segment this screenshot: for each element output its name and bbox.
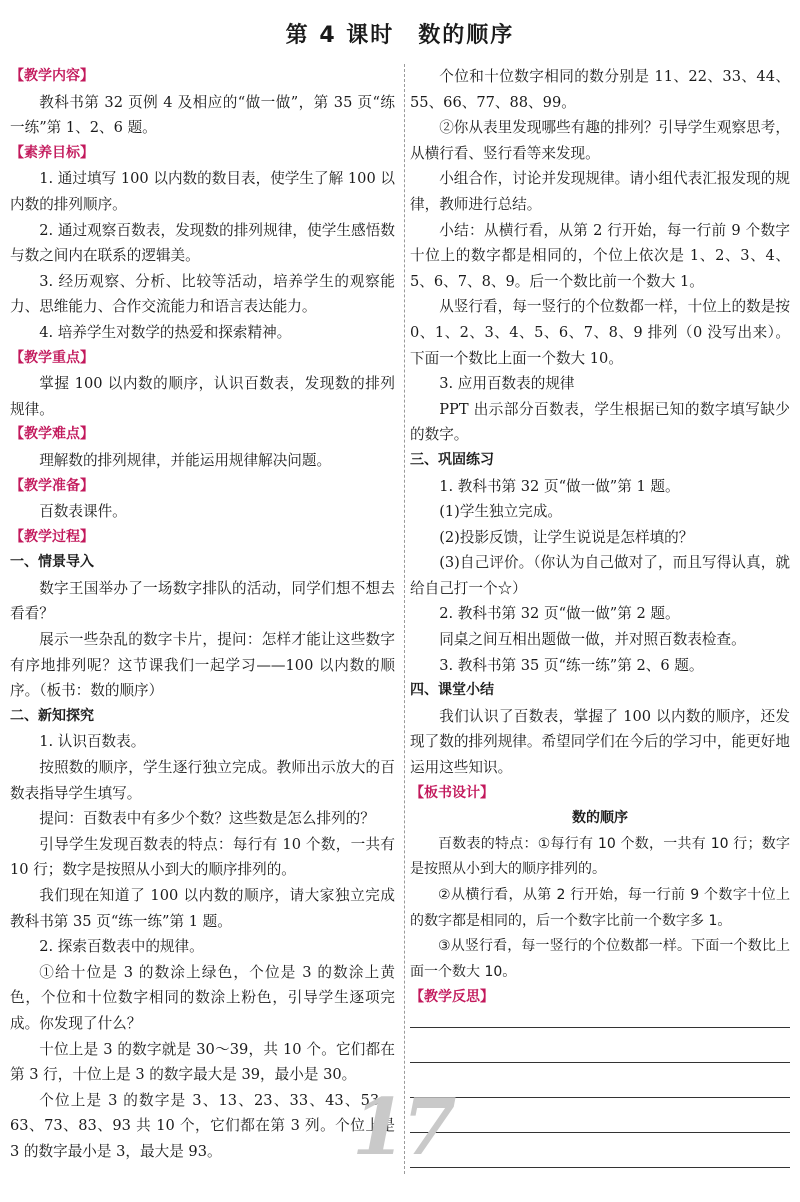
left-column — [10, 64, 395, 1165]
paragraph: 百数表课件。 — [39, 503, 127, 521]
paragraph: (2)投影反馈，让学生说说是怎样填的？ — [439, 528, 694, 546]
paragraph: 4. 培养学生对数学的热爱和探索精神。 — [39, 323, 292, 341]
board-title: 数的顺序 — [572, 810, 628, 827]
paragraph: 2. 探索百数表中的规律。 — [39, 938, 204, 956]
reflection-lines[interactable] — [410, 1027, 790, 1168]
paragraph: 2. 教科书第 32 页“做一做”第 2 题。 — [439, 605, 680, 623]
paragraph: 小组合作，讨论并发现规律。请小组代表汇报发现的规律，教师进行总结。 — [410, 170, 790, 213]
section-heading: 三、巩固练习 — [410, 451, 494, 468]
paragraph: 我们现在知道了 100 以内数的顺序，请大家独立完成教科书第 35 页“练一练”第 1 题。 — [10, 887, 395, 930]
page-number: 17 — [352, 1082, 453, 1173]
paragraph: ②你从表里发现哪些有趣的排列？引导学生观察思考，从横行看、竖行看等来发现。 — [410, 119, 790, 162]
paragraph: 1. 教科书第 32 页“做一做”第 1 题。 — [439, 477, 680, 495]
paragraph: 按照数的顺序，学生逐行独立完成。教师出示放大的百数表指导学生填写。 — [10, 759, 395, 802]
paragraph: 数字王国举办了一场数字排队的活动，同学们想不想去看看？ — [10, 579, 395, 623]
paragraph: ①给十位是 3 的数涂上绿色，个位是 3 的数涂上黄色，个位和十位数字相同的数涂上粉色，引导学生逐项完成。你发现了什么？ — [10, 963, 395, 1032]
paragraph: 理解数的排列规律，并能运用规律解决问题。 — [39, 451, 332, 469]
board-item: 百数表的特点：①每行有 10 个数，一共有 10 行；数字是按照从小到大的顺序排列的。 — [410, 835, 790, 878]
paragraph: 1. 认识百数表。 — [39, 733, 146, 751]
paragraph: 提问：百数表中有多少个数？这些数是怎么排列的？ — [39, 810, 375, 828]
section-heading: 二、新知探究 — [10, 707, 94, 724]
board-item: ③从竖行看，每一竖行的个位数都一样。下面一个数比上面一个数大 10。 — [410, 938, 790, 980]
ruled-line — [410, 1132, 790, 1133]
paragraph: 3. 经历观察、分析、比较等活动，培养学生的观察能力、思维能力、合作交流能力和语言表达能力。 — [10, 272, 395, 316]
section-tag: 【教学难点】 — [10, 426, 94, 443]
page-title: 第 4 课时 数的顺序 — [285, 23, 515, 48]
section-tag: 【教学准备】 — [10, 477, 94, 494]
right-column — [410, 64, 790, 1202]
section-tag: 【素养目标】 — [10, 144, 94, 161]
section-tag: 【教学重点】 — [10, 349, 94, 366]
paragraph: 3. 教科书第 35 页“练一练”第 2、6 题。 — [439, 656, 704, 674]
ruled-line — [410, 1062, 790, 1063]
paragraph: 引导学生发现百数表的特点：每行有 10 个数，一共有 10 行；数字是按照从小到大的顺序排列的。 — [10, 835, 395, 879]
paragraph: 教科书第 32 页例 4 及相应的“做一做”，第 35 页“练一练”第 1、2、6 题。 — [10, 93, 395, 137]
section-heading: 四、课堂小结 — [410, 682, 494, 699]
section-tag: 【教学过程】 — [10, 528, 94, 545]
section-tag: 【板书设计】 — [410, 784, 494, 801]
board-item: ②从横行看，从第 2 行开始，每一行前 9 个数字十位上的数字都是相同的，后一个数字比前一个数字多 1。 — [410, 887, 790, 929]
ruled-line — [410, 1167, 790, 1168]
paragraph: 掌握 100 以内数的顺序，认识百数表，发现数的排列规律。 — [10, 375, 395, 418]
paragraph: 1. 通过填写 100 以内数的数目表，使学生了解 100 以内数的排列顺序。 — [10, 170, 395, 213]
ruled-line — [410, 1027, 790, 1028]
ruled-line — [410, 1097, 790, 1098]
section-heading: 一、情景导入 — [10, 554, 94, 571]
paragraph: 2. 通过观察百数表，发现数的排列规律，使学生感悟数与数之间内在联系的逻辑美。 — [10, 221, 395, 265]
paragraph: 从竖行看，每一竖行的个位数都一样，十位上的数是按 0、1、2、3、4、5、6、7、8、9 排列（0 没写出来）。下面一个数比上面一个数大 10。 — [410, 298, 790, 367]
paragraph: 十位上是 3 的数字就是 30～39，共 10 个。它们都在第 3 行，十位上是 3 的数字最大是 39，最小是 30。 — [10, 1040, 395, 1084]
column-divider — [404, 64, 405, 1174]
section-tag: 【教学反思】 — [410, 989, 494, 1006]
paragraph: (1)学生独立完成。 — [439, 503, 563, 521]
paragraph: 展示一些杂乱的数字卡片，提问：怎样才能让这些数字有序地排列呢？这节课我们一起学习——100 以内数的顺序。（板书：数的顺序） — [10, 631, 395, 700]
paragraph: 个位上是 3 的数字是 3、13、23、33、43、53、63、73、83、93 共 10 个，它们都在第 3 列。个位上是 3 的数字最小是 3，最大是 93。 — [10, 1091, 395, 1160]
section-tag: 【教学内容】 — [10, 68, 94, 84]
paragraph: 小结：从横行看，从第 2 行开始，每一行前 9 个数字十位上的数字都是相同的，个位上依次是 1、2、3、4、5、6、7、8、9。后一个数比前一个数大 1。 — [410, 221, 790, 290]
paragraph: (3)自己评价。（你认为自己做对了，而且写得认真，就给自己打一个☆） — [410, 554, 790, 597]
paragraph: 同桌之间互相出题做一做，并对照百数表检查。 — [439, 631, 746, 649]
paragraph: PPT 出示部分百数表，学生根据已知的数字填写缺少的数字。 — [410, 400, 790, 444]
paragraph: 3. 应用百数表的规律 — [439, 375, 575, 393]
paragraph: 个位和十位数字相同的数分别是 11、22、33、44、55、66、77、88、99。 — [410, 68, 790, 111]
paragraph: 我们认识了百数表，掌握了 100 以内数的顺序，还发现了数的排列规律。希望同学们在今后的学习中，能更好地运用这些知识。 — [410, 707, 790, 777]
